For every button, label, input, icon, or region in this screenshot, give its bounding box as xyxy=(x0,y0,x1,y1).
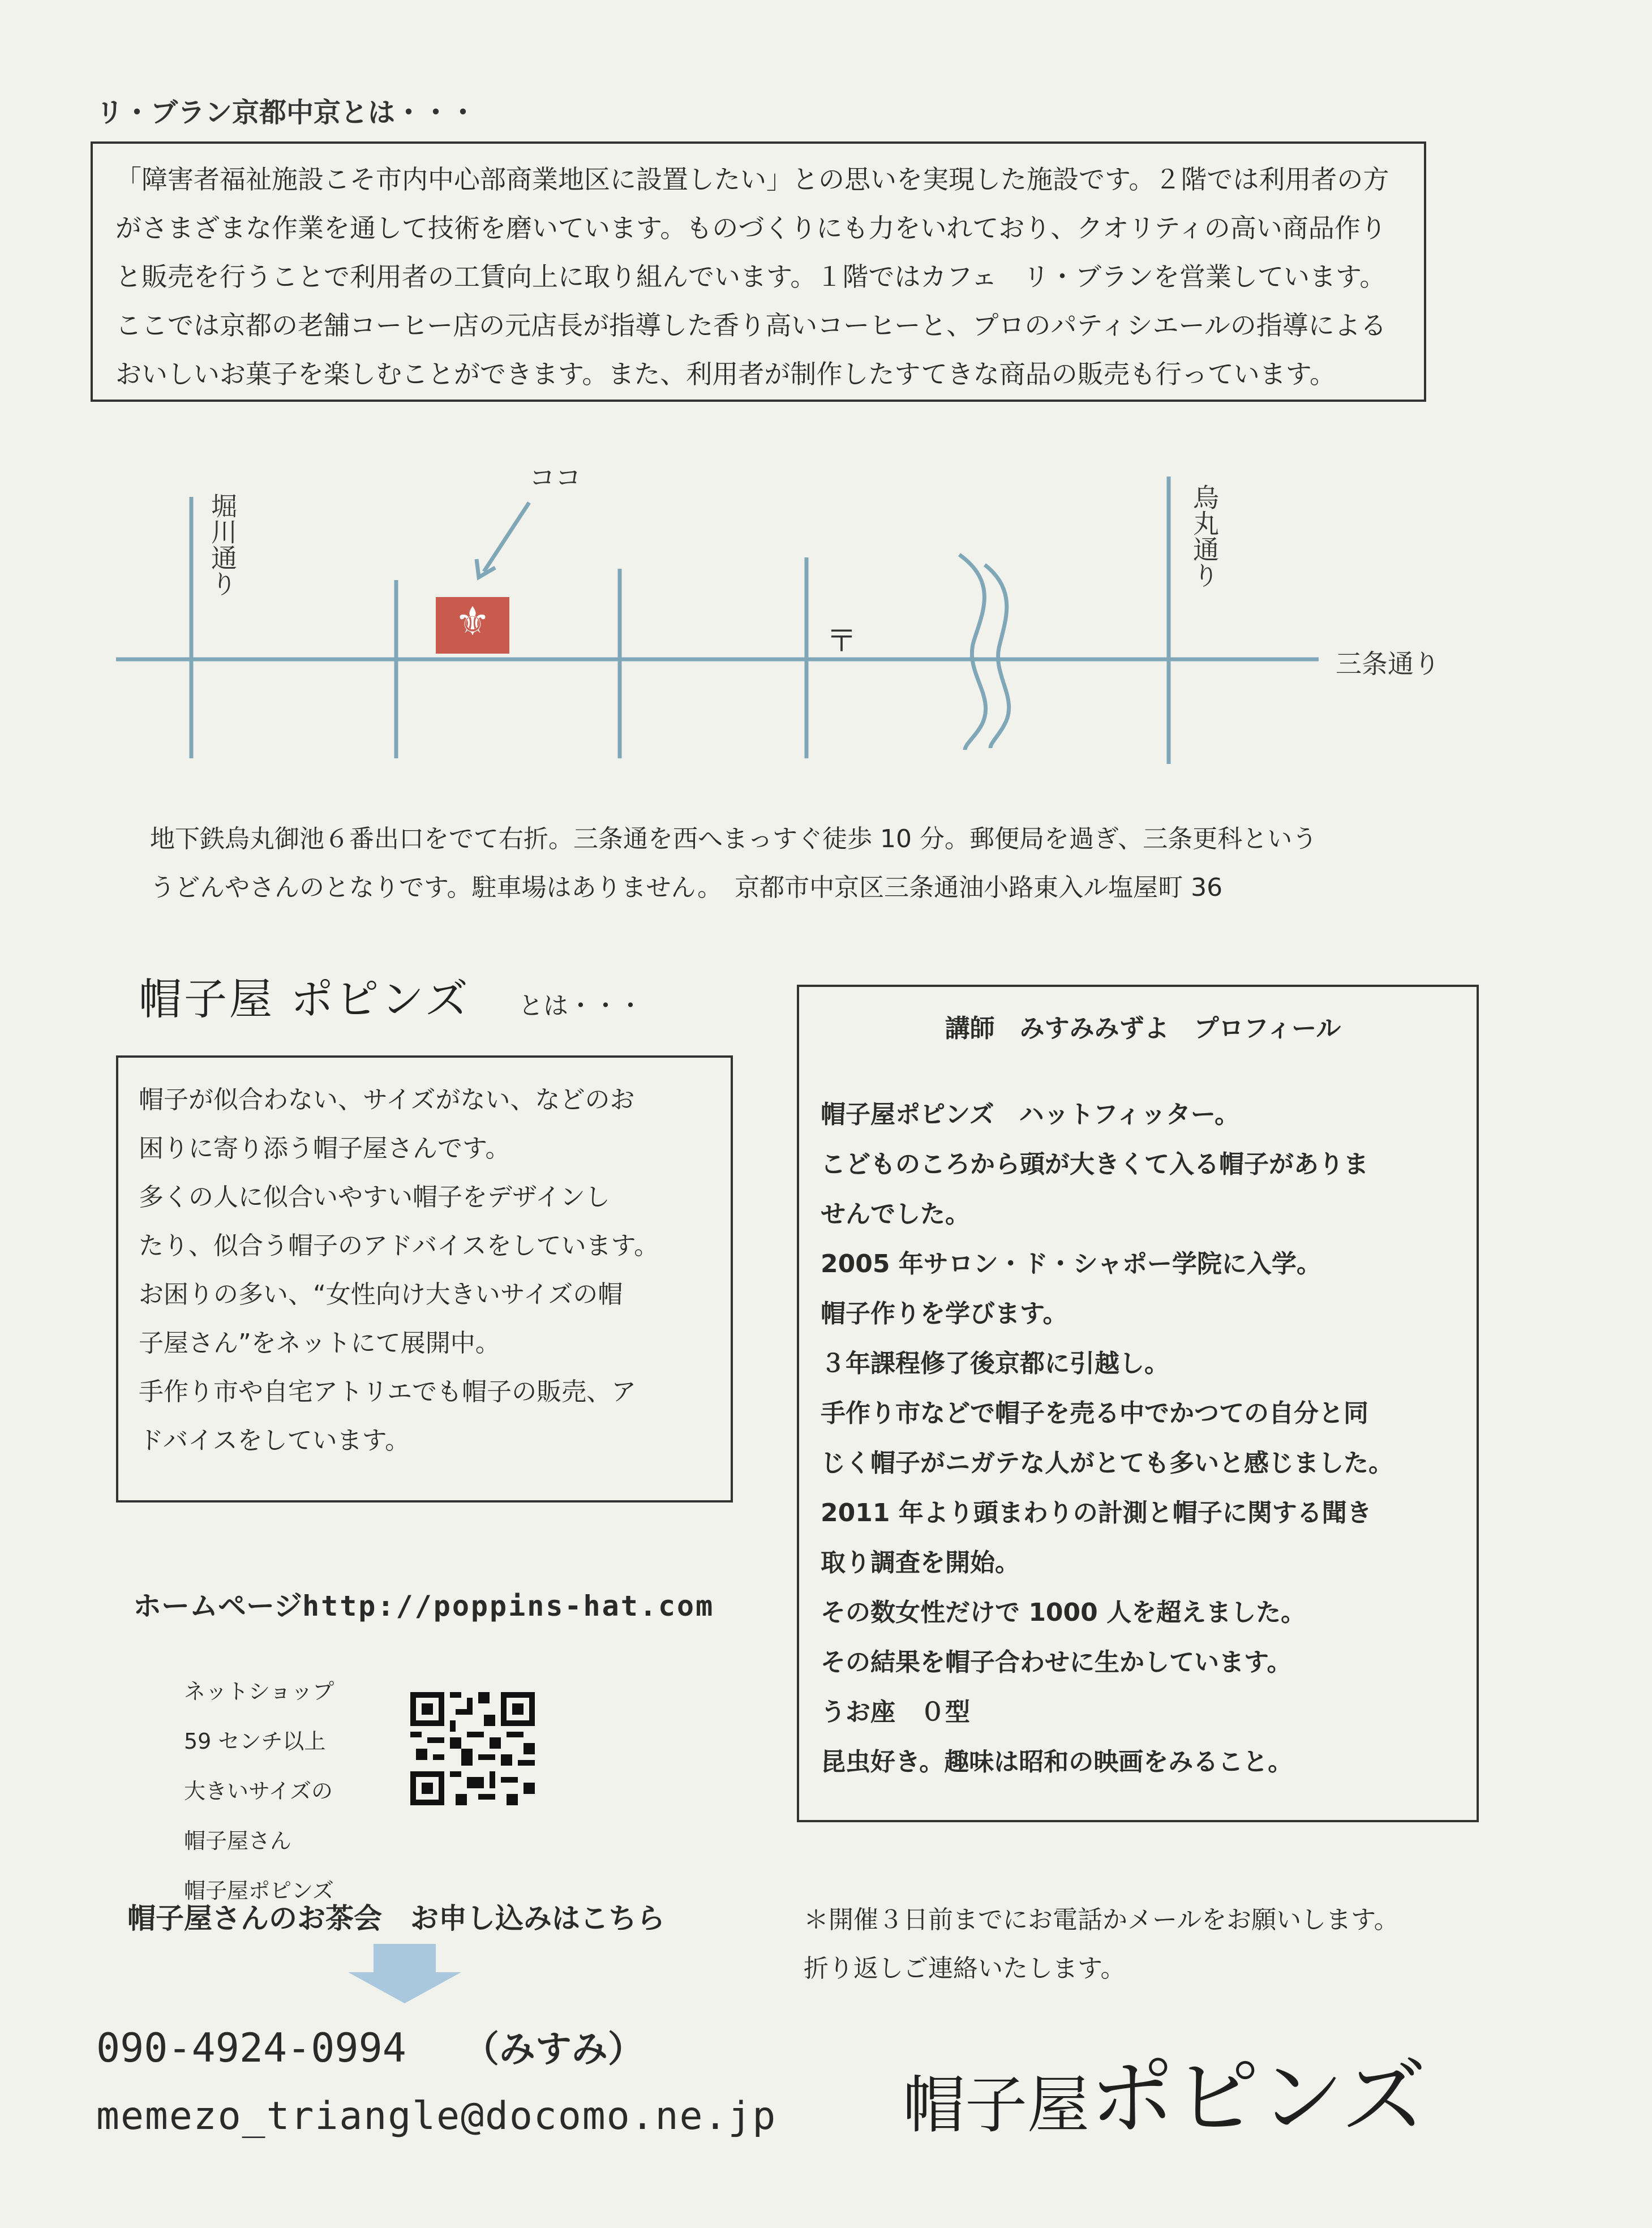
net-shop-info xyxy=(184,1667,334,1916)
libre-title: リ・ブラン京都中京とは・・・ xyxy=(96,97,477,128)
poppins-title xyxy=(139,965,643,1027)
profile-line: 手作り市などで帽子を売る中でかつての自分と同 xyxy=(821,1399,1368,1428)
down-arrow-icon xyxy=(348,1944,461,2003)
profile-line: じく帽子がニガテな人がとても多いと感じました。 xyxy=(821,1449,1393,1478)
profile-line: 2011 年より頭まわりの計測と帽子に関する聞き xyxy=(821,1499,1372,1527)
shop-marker xyxy=(436,597,509,654)
email-link[interactable]: memezo_triangle@docomo.ne.jp xyxy=(96,2094,777,2139)
homepage xyxy=(133,1583,714,1624)
homepage-url-link[interactable]: http://poppins-hat.com xyxy=(302,1590,715,1622)
poppins-line: 手作り市や自宅アトリエでも帽子の販売、ア xyxy=(139,1377,637,1406)
profile-line: 取り調査を開始。 xyxy=(821,1548,1020,1577)
shop-line: 大きいサイズの xyxy=(184,1779,333,1804)
libre-line: おいしいお菓子を楽しむことができます。また、利用者が制作したすてきな商品の販売も行っています。 xyxy=(115,359,1336,389)
profile-line: 帽子屋ポピンズ ハットフィッター。 xyxy=(821,1100,1240,1129)
shop-line: 帽子屋さん xyxy=(184,1828,292,1853)
map-here-label: ココ xyxy=(529,462,581,493)
here-arrow-line xyxy=(484,503,529,572)
qr-code[interactable] xyxy=(410,1692,535,1805)
note-line: 折り返しご連絡いたします。 xyxy=(804,1954,1126,1983)
shop-line: ネットショップ xyxy=(184,1679,334,1704)
shop-line: 59 センチ以上 xyxy=(184,1729,326,1754)
poppins-description-box xyxy=(116,1055,733,1502)
map-roads xyxy=(116,476,1319,764)
map-horikawa-label: 堀川通り xyxy=(207,492,238,596)
map-sanjo-label: 三条通り xyxy=(1336,649,1440,679)
libre-line: 「障害者福祉施設こそ市内中心部商業地区に設置したい」との思いを実現した施設です。２階では利用者の方 xyxy=(115,164,1389,195)
homepage-label: ホームページ xyxy=(133,1590,302,1622)
map-karasuma-label: 烏丸通り xyxy=(1189,484,1220,588)
poppins-line: お困りの多い、“女性向け大きいサイズの帽 xyxy=(139,1280,623,1309)
profile-line: その結果を帽子合わせに生かしています。 xyxy=(821,1648,1292,1677)
libre-line: ここでは京都の老舗コーヒー店の元店長が指導した香り高いコーヒーと、プロのパティシエールの指導による xyxy=(115,310,1387,341)
booking-note xyxy=(804,1896,1399,1993)
river-line xyxy=(985,565,1009,748)
profile-line: その数女性だけで 1000 人を超えました。 xyxy=(821,1598,1306,1627)
logo-part-name: ポピンズ xyxy=(1089,2049,1427,2147)
poppins-line: たり、似合う帽子のアドバイスをしています。 xyxy=(139,1231,659,1260)
profile-line: 昆虫好き。趣味は昭和の映画をみること。 xyxy=(821,1748,1293,1776)
phone-number-link[interactable]: 090-4924-0994 xyxy=(96,2025,406,2071)
note-line: ＊開催３日前までにお電話かメールをお願いします。 xyxy=(804,1905,1399,1934)
profile-line: 2005 年サロン・ド・シャポー学院に入学。 xyxy=(821,1250,1321,1278)
profile-line: こどものころから頭が大きくて入る帽子がありま xyxy=(821,1150,1368,1179)
profile-line: うお座 ０型 xyxy=(821,1698,970,1727)
poppins-line: 多くの人に似合いやすい帽子をデザインし xyxy=(139,1183,610,1212)
contact-name: （みすみ） xyxy=(462,2029,644,2071)
poppins-line: 子屋さん”をネットにて展開中。 xyxy=(139,1329,500,1358)
shop-line: 帽子屋ポピンズ xyxy=(184,1878,334,1903)
poppins-logo xyxy=(903,2029,1427,2151)
libre-line: がさまざまな作業を通して技術を磨いています。ものづくりにも力をいれており、クオリティの高い商品作り xyxy=(115,213,1387,243)
tea-party-heading: 帽子屋さんのお茶会 お申し込みはこちら xyxy=(127,1902,665,1935)
profile-line: 帽子作りを学びます。 xyxy=(821,1299,1068,1328)
post-office-icon: 〒 xyxy=(826,623,857,659)
access-map xyxy=(108,464,1466,781)
river-line xyxy=(959,555,986,750)
profile-line: せんでした。 xyxy=(821,1200,970,1229)
directions xyxy=(150,815,1508,912)
poppins-logo-text: 帽子屋 ポピンズ xyxy=(139,974,470,1024)
poppins-line: ドバイスをしています。 xyxy=(139,1426,410,1455)
libre-line: と販売を行うことで利用者の工賃向上に取り組んでいます。１階ではカフェ リ・ブランを営業しています。 xyxy=(115,261,1386,292)
svg-text:⚜: ⚜ xyxy=(454,598,491,645)
profile-box xyxy=(797,985,1479,1822)
poppins-towa: とは・・・ xyxy=(518,991,643,1020)
directions-line: うどんやさんのとなりです。駐車場はありません。 京都市中京区三条通油小路東入ル塩屋町 36 xyxy=(150,873,1223,902)
directions-line: 地下鉄烏丸御池６番出口をでて右折。三条通を西へまっすぐ徒歩 10 分。郵便局を過ぎ、三条更科という xyxy=(150,825,1318,853)
poppins-line: 帽子が似合わない、サイズがない、などのお xyxy=(139,1085,635,1114)
contact-phone xyxy=(96,2020,644,2072)
profile-heading: 講師 みすみみずよ プロフィール xyxy=(945,1014,1341,1043)
libre-description-box xyxy=(91,141,1426,402)
profile-line: ３年課程修了後京都に引越し。 xyxy=(821,1349,1169,1378)
logo-part-shop: 帽子屋 xyxy=(903,2069,1089,2141)
poppins-line: 困りに寄り添う帽子屋さんです。 xyxy=(139,1134,510,1163)
